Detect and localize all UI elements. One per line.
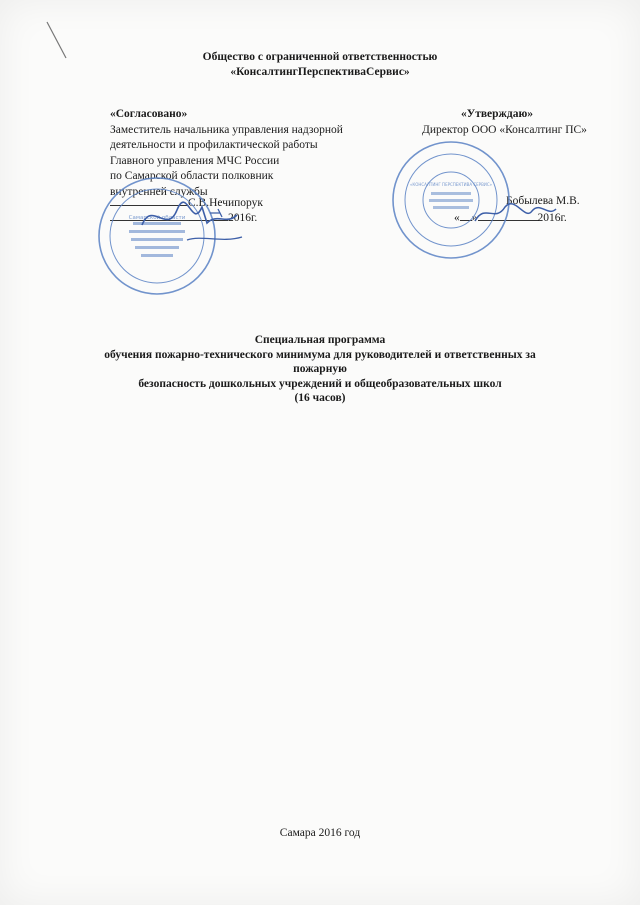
approve-signer-name: Бобылева М.В. [506, 195, 580, 207]
agreed-line-1: Заместитель начальника управления надзорной [110, 123, 343, 136]
right-stamp-seal [387, 136, 517, 266]
agreed-year: 2016г. [228, 212, 258, 224]
approve-date-open: « [454, 212, 460, 224]
approve-date-close: » [471, 212, 478, 224]
organization-header [0, 50, 640, 80]
approve-position: Директор ООО «Консалтинг ПС» [422, 123, 587, 136]
program-title [100, 333, 540, 406]
program-title-line-5: (16 часов) [294, 392, 346, 404]
agreed-heading: «Согласовано» [110, 108, 188, 120]
approval-left-block [110, 107, 400, 200]
program-title-line-1: Специальная программа [254, 334, 386, 346]
program-title-line-4: безопасность дошкольных учреждений и общеобразовательных школ [138, 377, 502, 390]
agreed-line-4: по Самарской области полковник [110, 170, 274, 182]
left-stamp-text: Самарской области [128, 215, 186, 221]
approve-heading: «Утверждаю» [461, 108, 533, 120]
footer-place-year: Самара 2016 год [279, 827, 361, 839]
program-title-line-3: пожарную [293, 363, 347, 375]
approval-right-block [422, 107, 632, 138]
program-title-line-2: обучения пожарно-технического минимума для руководителей и ответственных за [104, 348, 536, 361]
organization-line-2: «КонсалтингПерспективаСервис» [230, 66, 410, 78]
agreed-line-5: внутренней службы [110, 185, 208, 198]
approve-year: 2016г. [537, 212, 567, 224]
organization-line-1: Общество с ограниченной ответственностью [202, 51, 438, 63]
agreed-line-3: Главного управления МЧС России [110, 154, 280, 167]
right-stamp-text: «КОНСАЛТИНГ ПЕРСПЕКТИВА СЕРВИС» [409, 182, 493, 187]
agreed-signer-name: С.В.Нечипорук [188, 197, 263, 209]
agreed-line-2: деятельности и профилактической работы [110, 139, 318, 151]
